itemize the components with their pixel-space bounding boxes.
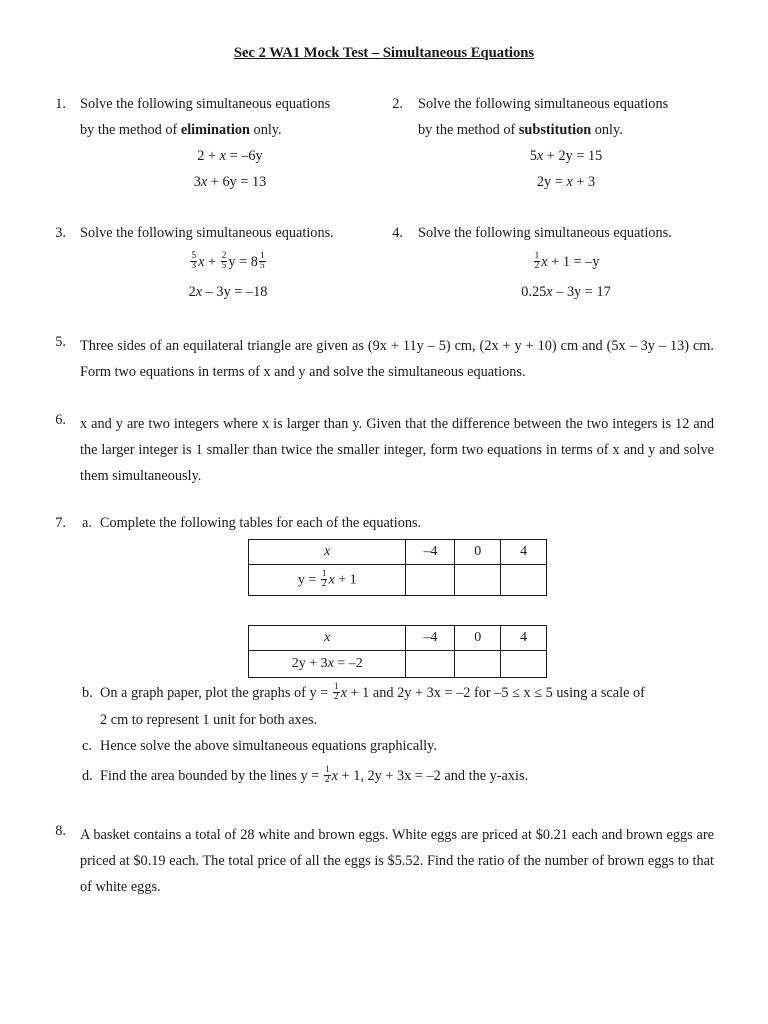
table-row-label: y = $\frac{1}{2}$ x + 1 bbox=[249, 565, 406, 596]
fraction: $\frac{5}{3}$ bbox=[191, 251, 197, 272]
q2-text-line2: by the method of substitution only. bbox=[418, 122, 623, 138]
q7c-text: Hence solve the above simultaneous equations graphically. bbox=[100, 738, 437, 754]
q3-text: Solve the following simultaneous equations. bbox=[80, 225, 334, 241]
table-header-x: x bbox=[249, 626, 406, 651]
table-row bbox=[249, 651, 547, 678]
q2-equation-1: 5x + 2y = 15 bbox=[529, 148, 603, 164]
table-row-label: 2y + 3x = –2 bbox=[249, 651, 406, 678]
table-blank-cell[interactable] bbox=[501, 565, 547, 596]
table-header-cell: 0 bbox=[455, 626, 501, 651]
page-title: Sec 2 WA1 Mock Test – Simultaneous Equations bbox=[233, 45, 535, 61]
q6-text: x and y are two integers where x is larger than y. Given that the difference between the two integers is 12 and the larger integer is 1 smaller than twice the smaller integer, form two equations in terms of x and y and solve them simultaneously. bbox=[80, 416, 714, 484]
table-blank-cell[interactable] bbox=[501, 651, 547, 678]
q7a-label: a. bbox=[82, 515, 92, 531]
fraction: $\frac{1}{2}$ bbox=[324, 765, 330, 786]
q7-table-2 bbox=[248, 625, 547, 678]
q3-equation-2: 2x – 3y = –18 bbox=[188, 284, 268, 300]
q7a-text: Complete the following tables for each of the equations. bbox=[100, 515, 422, 531]
table-blank-cell[interactable] bbox=[406, 565, 455, 596]
table-header-cell: 4 bbox=[501, 626, 547, 651]
q7b-label: b. bbox=[82, 685, 93, 701]
q7c-label: c. bbox=[82, 738, 92, 754]
q6-number: 6. bbox=[55, 412, 66, 428]
q7d-text: Find the area bounded by the lines y = $\frac{1}{2}$ x + 1, 2y + 3x = –2 and the y-axis. bbox=[100, 765, 529, 786]
q7d-label: d. bbox=[82, 768, 93, 784]
q7b-text-line1: On a graph paper, plot the graphs of y = $\frac{1}{2}$ x + 1 and 2y + 3x = –2 for –5 ≤ x ≤ 5 using a scale of bbox=[100, 682, 645, 703]
q8-text: A basket contains a total of 28 white and brown eggs. White eggs are priced at $0.21 each and brown eggs are priced at $0.19 each. The total price of all the eggs is $5.52. Find the ratio of the number of brown eggs to that of white eggs. bbox=[80, 827, 714, 895]
q2-equation-2: 2y = x + 3 bbox=[536, 174, 596, 190]
q4-equation-2: 0.25x – 3y = 17 bbox=[521, 284, 611, 300]
table-row bbox=[249, 626, 547, 651]
q3-number: 3. bbox=[55, 225, 66, 241]
table-header-cell: –4 bbox=[406, 626, 455, 651]
q1-equation-2: 3x + 6y = 13 bbox=[193, 174, 267, 190]
table-blank-cell[interactable] bbox=[455, 565, 501, 596]
q1-text-line2: by the method of elimination only. bbox=[80, 122, 282, 138]
q4-number: 4. bbox=[392, 225, 403, 241]
table-blank-cell[interactable] bbox=[406, 651, 455, 678]
q5-number: 5. bbox=[55, 334, 66, 350]
fraction: $\frac{1}{2}$ bbox=[534, 251, 540, 272]
q8-number: 8. bbox=[55, 823, 66, 839]
fraction: $\frac{2}{5}$ bbox=[221, 251, 227, 272]
fraction: $\frac{1}{5}$ bbox=[259, 251, 265, 272]
q7-table-1 bbox=[248, 539, 547, 596]
table-header-x: x bbox=[249, 540, 406, 565]
q5-text: Three sides of an equilateral triangle are given as (9x + 11y – 5) cm, (2x + y + 10) cm and (5x – 3y – 13) cm. Form two equations in terms of x and y and solve the simultaneous equations. bbox=[80, 338, 714, 380]
q7b-text-line2: 2 cm to represent 1 unit for both axes. bbox=[100, 712, 318, 728]
q1-number: 1. bbox=[55, 96, 66, 112]
table-blank-cell[interactable] bbox=[455, 651, 501, 678]
q4-text: Solve the following simultaneous equations. bbox=[418, 225, 672, 241]
fraction: $\frac{1}{2}$ bbox=[333, 682, 339, 703]
table-header-cell: –4 bbox=[406, 540, 455, 565]
q3-equation-1: $\frac{5}{3}$ x + $\frac{2}{5}$ y = 8 $\frac{1}{5}$ bbox=[191, 251, 265, 272]
q7-number: 7. bbox=[55, 515, 66, 531]
q4-equation-1: $\frac{1}{2}$ x + 1 = –y bbox=[534, 251, 600, 272]
fraction: $\frac{1}{2}$ bbox=[321, 568, 327, 589]
table-row bbox=[249, 565, 547, 596]
q1-text-line1: Solve the following simultaneous equations bbox=[80, 96, 331, 112]
table-header-cell: 0 bbox=[455, 540, 501, 565]
q1-equation-1: 2 + x = –6y bbox=[197, 148, 263, 164]
q2-number: 2. bbox=[392, 96, 403, 112]
q2-text-line1: Solve the following simultaneous equations bbox=[418, 96, 669, 112]
table-row bbox=[249, 540, 547, 565]
table-header-cell: 4 bbox=[501, 540, 547, 565]
